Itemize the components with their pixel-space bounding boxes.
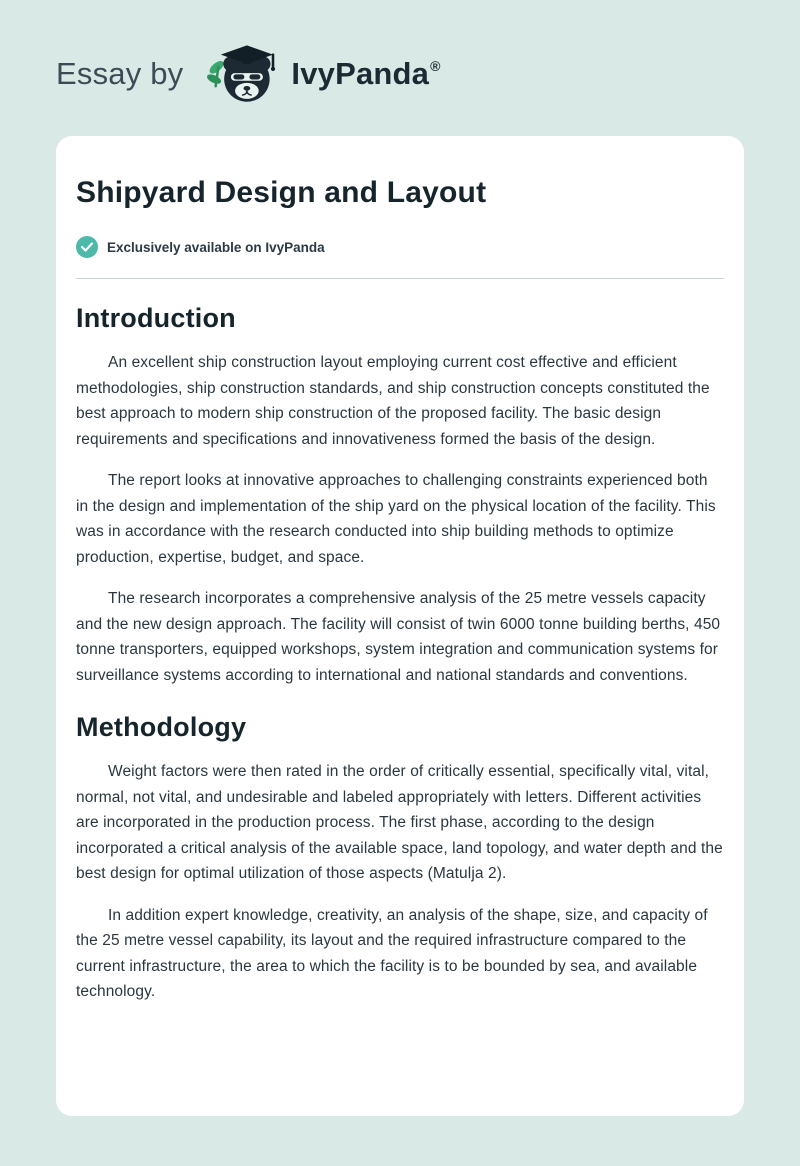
paragraph: The report looks at innovative approaches to challenging constraints experienced both in the design and implementation of the ship yard on the physical location of the facility. This was in accordance with the research conducted into ship building methods to optimize production, expertise, budget, and space.: [76, 472, 716, 566]
section-heading-introduction: Introduction: [76, 303, 236, 333]
availability-label: Exclusively available on IvyPanda: [107, 239, 325, 255]
header: [0, 0, 800, 130]
check-circle-icon: [76, 236, 98, 258]
ivypanda-panda-logo-icon: [205, 42, 277, 106]
paragraph: The research incorporates a comprehensive analysis of the 25 metre vessels capacity and the new design approach. The facility will consist of twin 6000 tonne building berths, 450 tonne transporters, equipped workshops, system integration and communication systems for surveillance systems according to international and national standards and conventions.: [76, 590, 721, 684]
essay-by-label: Essay by: [56, 56, 184, 91]
availability-row: [76, 236, 724, 258]
brand-name: IvyPanda: [291, 56, 430, 91]
paragraph: An excellent ship construction layout employing current cost effective and efficient methodologies, ship construction standards, and ship construction concepts constituted the best approach to modern ship construction of the proposed facility. The basic design requirements and specifications and innovativeness formed the basis of the design.: [76, 354, 710, 448]
paragraph: In addition expert knowledge, creativity, an analysis of the shape, size, and capacity of the 25 metre vessel capability, its layout and the required infrastructure compared to the current infrastructure, the area to which the facility is to be bounded by sea, and available technology.: [76, 906, 708, 1000]
section-heading-methodology: Methodology: [76, 712, 247, 742]
brand-wordmark: [291, 56, 440, 92]
page-title: Shipyard Design and Layout: [76, 176, 487, 209]
divider: [76, 278, 724, 279]
paragraph: Weight factors were then rated in the order of critically essential, specifically vital, vital, normal, not vital, and undesirable and labeled appropriately with letters. Different activities are incorporated in the production process. The first phase, according to the design incorporated a critical analysis of the available space, land topology, and water depth and the best design for optimal utilization of those aspects (Matulja 2).: [76, 763, 723, 882]
registered-mark: ®: [430, 58, 441, 74]
essay-card: [56, 136, 744, 1116]
